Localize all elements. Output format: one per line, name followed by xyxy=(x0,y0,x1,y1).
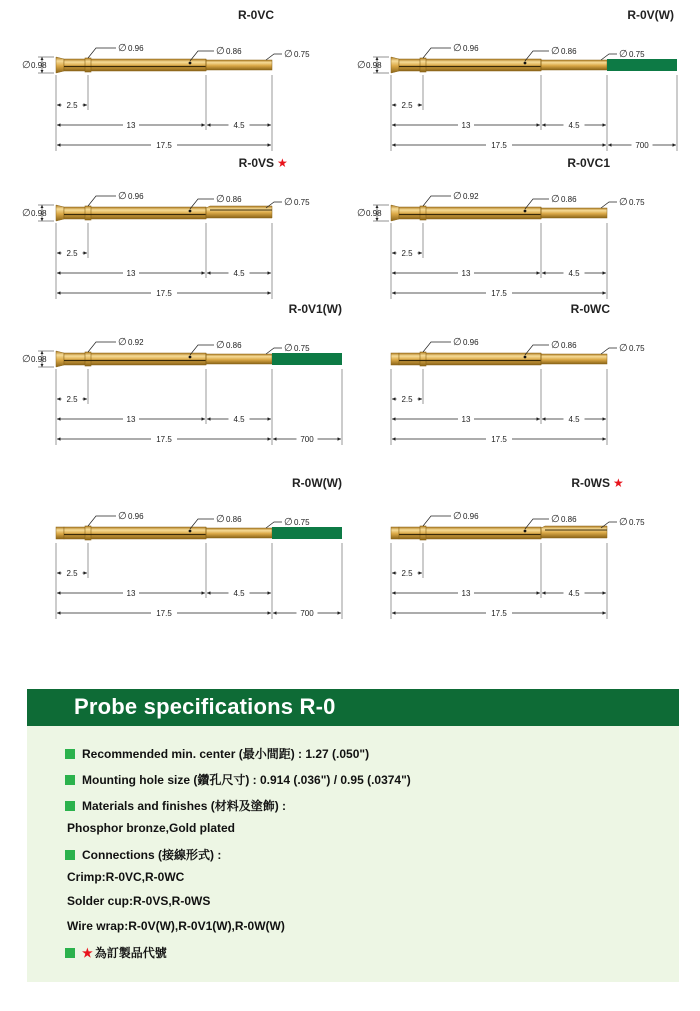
dimension-label: 17.5 xyxy=(156,435,172,444)
probe-flare xyxy=(56,205,64,221)
diameter-callout-tail xyxy=(266,197,310,208)
spec-text: Solder cup:R-0VS,R-0WS xyxy=(67,894,211,908)
dimension-label: 4.5 xyxy=(233,121,245,130)
spec-item-solder-cup xyxy=(65,894,210,908)
diameter-label: 0.75 xyxy=(629,518,645,527)
probe-r-0vc xyxy=(22,8,310,151)
diameter-label: 0.96 xyxy=(463,512,479,521)
leader-line xyxy=(601,348,617,354)
spec-item-custom-note xyxy=(65,944,167,961)
diameter-callout-tail xyxy=(266,517,310,528)
dimension-label: 17.5 xyxy=(491,141,507,150)
diameter-icon: ∅ xyxy=(216,46,225,57)
leader-line xyxy=(88,516,116,526)
diameter-label: 0.75 xyxy=(294,518,310,527)
dimension-a xyxy=(392,394,422,404)
diameter-label: 0.98 xyxy=(366,209,382,218)
diameter-icon: ∅ xyxy=(216,194,225,205)
dimension-label: 700 xyxy=(635,141,649,150)
dimensions xyxy=(56,223,272,299)
diameter-label: 0.75 xyxy=(629,344,645,353)
dimension-wire xyxy=(273,434,341,444)
probe-tail xyxy=(541,354,607,364)
dimension-c xyxy=(207,120,271,130)
spec-header xyxy=(27,689,679,726)
spec-text: Crimp:R-0VC,R-0WC xyxy=(67,870,185,884)
probe-solder-cup xyxy=(541,526,607,538)
dimension-a xyxy=(392,100,422,110)
dimension-label: 17.5 xyxy=(156,289,172,298)
diameter-label: 0.98 xyxy=(366,61,382,70)
diameter-label: 0.98 xyxy=(31,355,47,364)
dimensions xyxy=(56,369,342,445)
spec-item-connections xyxy=(65,846,221,863)
dimension-total xyxy=(392,608,606,618)
probe-title xyxy=(571,476,623,490)
diameter-label: 0.86 xyxy=(226,341,242,350)
diameter-icon: ∅ xyxy=(118,337,127,348)
bullet-square-icon xyxy=(65,801,75,811)
leader-line xyxy=(423,342,451,352)
probe-dimple xyxy=(189,356,192,359)
dimensions xyxy=(56,75,272,151)
diameter-icon: ∅ xyxy=(284,49,293,60)
diameter-label: 0.75 xyxy=(294,50,310,59)
dimension-c xyxy=(542,588,606,598)
probe-flare xyxy=(56,351,64,367)
dimension-b xyxy=(57,414,205,424)
dimension-label: 2.5 xyxy=(401,101,413,110)
diameter-label: 0.98 xyxy=(31,209,47,218)
probe-title xyxy=(571,302,611,316)
dimension-a xyxy=(57,568,87,578)
diameter-icon: ∅ xyxy=(551,340,560,351)
dimension-c xyxy=(207,588,271,598)
diameter-label: 0.75 xyxy=(294,344,310,353)
dimension-label: 4.5 xyxy=(568,589,580,598)
bullet-square-icon xyxy=(65,948,75,958)
probe-flare xyxy=(56,57,64,73)
probe-title-text: R-0WS xyxy=(571,476,610,490)
dimension-b xyxy=(392,414,540,424)
diameter-icon: ∅ xyxy=(284,197,293,208)
diameter-icon: ∅ xyxy=(284,517,293,528)
diameter-icon: ∅ xyxy=(357,208,366,219)
probe-r-0wc xyxy=(391,302,645,445)
probe-title-text: R-0V(W) xyxy=(627,8,674,22)
diameter-callout-left xyxy=(22,205,54,221)
probe-solder-cup xyxy=(206,206,272,218)
leader-line xyxy=(88,342,116,352)
dimension-c xyxy=(207,268,271,278)
diameter-label: 0.96 xyxy=(463,338,479,347)
diameter-label: 0.86 xyxy=(561,195,577,204)
dimension-label: 2.5 xyxy=(401,569,413,578)
diameter-label: 0.98 xyxy=(31,61,47,70)
probe-title-text: R-0WC xyxy=(570,302,610,316)
diameter-label: 0.86 xyxy=(561,515,577,524)
diameter-icon: ∅ xyxy=(216,340,225,351)
probe-tail xyxy=(541,60,607,70)
probe-end xyxy=(56,527,64,539)
dimension-label: 4.5 xyxy=(568,269,580,278)
spec-title: Probe specifications R-0 xyxy=(74,694,336,719)
dimension-label: 13 xyxy=(461,589,471,598)
dimension-label: 4.5 xyxy=(568,415,580,424)
diameter-callout-collar xyxy=(423,511,479,526)
diameter-label: 0.92 xyxy=(463,192,479,201)
dimensions xyxy=(56,543,342,619)
probe-body xyxy=(56,526,342,540)
dimensions xyxy=(391,543,607,619)
dimension-b xyxy=(57,120,205,130)
diameter-icon: ∅ xyxy=(619,49,628,60)
dimension-total xyxy=(392,288,606,298)
diameter-icon: ∅ xyxy=(22,354,31,365)
diameter-callout-collar xyxy=(88,191,144,206)
leader-line xyxy=(423,196,451,206)
spec-text: 為訂製品代號 xyxy=(94,946,167,960)
probe-collar xyxy=(85,352,91,366)
dimension-label: 2.5 xyxy=(66,249,78,258)
dimensions xyxy=(391,75,677,151)
probe-collar xyxy=(85,206,91,220)
probe-wire xyxy=(272,353,342,365)
dimension-label: 13 xyxy=(126,269,136,278)
dimension-wire xyxy=(608,140,676,150)
diameter-icon: ∅ xyxy=(619,517,628,528)
diameter-label: 0.86 xyxy=(226,515,242,524)
spec-item-wire-wrap xyxy=(65,919,285,933)
probe-dimple xyxy=(189,530,192,533)
probe-title-text: R-0W(W) xyxy=(292,476,342,490)
diameter-callout-tail xyxy=(266,49,310,60)
diameter-label: 0.96 xyxy=(463,44,479,53)
spec-body xyxy=(27,726,679,982)
spec-text: Phosphor bronze,Gold plated xyxy=(67,821,235,835)
diameter-icon: ∅ xyxy=(453,43,462,54)
dimension-a xyxy=(57,394,87,404)
diameter-icon: ∅ xyxy=(453,511,462,522)
dimension-b xyxy=(392,268,540,278)
star-icon: ★ xyxy=(82,946,93,960)
diameter-icon: ∅ xyxy=(551,46,560,57)
diameter-label: 0.86 xyxy=(226,195,242,204)
probe-dimple xyxy=(524,530,527,533)
probe-collar xyxy=(420,352,426,366)
diameter-icon: ∅ xyxy=(551,514,560,525)
dimension-label: 13 xyxy=(126,415,136,424)
probe-body xyxy=(391,352,607,366)
probe-body xyxy=(56,205,272,221)
diameter-callout-collar xyxy=(423,43,479,58)
spec-text: Materials and finishes (材料及塗飾) : xyxy=(82,799,287,813)
diameter-callout-tail xyxy=(601,197,645,208)
diameter-label: 0.75 xyxy=(294,198,310,207)
diameter-callout-left xyxy=(357,205,389,221)
diameter-label: 0.86 xyxy=(561,341,577,350)
dimension-label: 17.5 xyxy=(156,141,172,150)
probe-r-0ws xyxy=(391,476,645,619)
bullet-square-icon xyxy=(65,749,75,759)
probe-title xyxy=(292,476,342,490)
dimension-b xyxy=(392,588,540,598)
dimension-label: 13 xyxy=(126,121,136,130)
spec-text: Recommended min. center (最小間距) : 1.27 (.050") xyxy=(82,747,370,761)
probe-r-0v1w xyxy=(22,302,342,445)
diameter-callout-collar xyxy=(88,511,144,526)
probe-tail xyxy=(206,528,272,538)
leader-line xyxy=(423,48,451,58)
star-icon: ★ xyxy=(613,476,624,490)
dimension-label: 2.5 xyxy=(401,249,413,258)
probe-body xyxy=(391,57,677,73)
probe-tail xyxy=(541,208,607,218)
dimension-label: 17.5 xyxy=(156,609,172,618)
dimension-a xyxy=(392,248,422,258)
probe-body xyxy=(56,57,272,73)
dimension-c xyxy=(542,120,606,130)
diameter-label: 0.86 xyxy=(226,47,242,56)
dimension-c xyxy=(207,414,271,424)
diameter-label: 0.96 xyxy=(128,192,144,201)
dimensions xyxy=(391,369,607,445)
dimension-label: 13 xyxy=(461,415,471,424)
probe-dimple xyxy=(524,356,527,359)
diameter-callout-left xyxy=(357,57,389,73)
dimension-wire xyxy=(273,608,341,618)
dimension-label: 13 xyxy=(461,269,471,278)
dimension-label: 2.5 xyxy=(66,395,78,404)
probe-dimple xyxy=(524,210,527,213)
diameter-icon: ∅ xyxy=(453,337,462,348)
probe-title xyxy=(567,156,610,170)
probe-collar xyxy=(85,58,91,72)
spec-item-min-center xyxy=(65,745,369,762)
dimension-label: 17.5 xyxy=(491,435,507,444)
leader-line xyxy=(266,54,282,60)
leader-line xyxy=(88,196,116,206)
diameter-icon: ∅ xyxy=(284,343,293,354)
dimension-a xyxy=(57,248,87,258)
diameter-icon: ∅ xyxy=(619,197,628,208)
probe-flare xyxy=(391,57,399,73)
spec-text: Connections (接線形式) : xyxy=(82,848,222,862)
dimension-label: 4.5 xyxy=(233,415,245,424)
probe-collar xyxy=(420,526,426,540)
spec-text: Mounting hole size (鑽孔尺寸) : 0.914 (.036") / 0.95 (.0374") xyxy=(82,773,411,787)
probe-r-0vc1 xyxy=(357,156,645,299)
probe-title xyxy=(289,302,342,316)
dimension-total xyxy=(392,140,606,150)
diameter-icon: ∅ xyxy=(22,208,31,219)
bullet-square-icon xyxy=(65,850,75,860)
probe-r-0vw xyxy=(357,8,677,151)
dimension-a xyxy=(57,100,87,110)
spec-text: Wire wrap:R-0V(W),R-0V1(W),R-0W(W) xyxy=(67,919,285,933)
leader-line xyxy=(601,202,617,208)
diameter-label: 0.96 xyxy=(128,44,144,53)
probe-end xyxy=(391,527,399,539)
diameter-callout-left xyxy=(22,57,54,73)
diameter-icon: ∅ xyxy=(357,60,366,71)
dimension-a xyxy=(392,568,422,578)
probe-collar xyxy=(420,58,426,72)
diameter-icon: ∅ xyxy=(118,191,127,202)
leader-line xyxy=(423,516,451,526)
probe-title xyxy=(627,8,674,22)
dimension-total xyxy=(57,140,271,150)
diameter-icon: ∅ xyxy=(118,511,127,522)
dimension-label: 4.5 xyxy=(233,269,245,278)
spec-item-materials xyxy=(65,797,286,814)
diameter-label: 0.96 xyxy=(128,512,144,521)
star-icon: ★ xyxy=(277,156,288,170)
diameter-callout-collar xyxy=(423,337,479,352)
diameter-callout-tail xyxy=(601,343,645,354)
probe-title-text: R-0VC1 xyxy=(567,156,610,170)
dimension-label: 2.5 xyxy=(66,569,78,578)
dimension-total xyxy=(57,288,271,298)
diameter-icon: ∅ xyxy=(22,60,31,71)
dimension-b xyxy=(392,120,540,130)
dimensions xyxy=(391,223,607,299)
diameter-icon: ∅ xyxy=(216,514,225,525)
probe-end xyxy=(391,353,399,365)
probe-body xyxy=(56,351,342,367)
probe-dimple xyxy=(524,62,527,65)
dimension-b xyxy=(57,268,205,278)
spec-item-crimp xyxy=(65,870,184,884)
dimension-label: 700 xyxy=(300,609,314,618)
probe-collar xyxy=(85,526,91,540)
probe-body xyxy=(391,205,607,221)
dimension-b xyxy=(57,588,205,598)
probe-flare xyxy=(391,205,399,221)
probe-body xyxy=(391,526,607,540)
diameter-icon: ∅ xyxy=(453,191,462,202)
dimension-label: 2.5 xyxy=(401,395,413,404)
spec-item-hole-size xyxy=(65,771,411,788)
probe-title-text: R-0V1(W) xyxy=(288,302,342,316)
probe-wire xyxy=(607,59,677,71)
diameter-callout-left xyxy=(22,351,54,367)
diameter-label: 0.86 xyxy=(561,47,577,56)
diameter-icon: ∅ xyxy=(551,194,560,205)
probe-title-text: R-0VC xyxy=(237,8,274,22)
probe-r-0ww xyxy=(56,476,342,619)
diameter-icon: ∅ xyxy=(118,43,127,54)
dimension-label: 13 xyxy=(126,589,136,598)
diameter-label: 0.92 xyxy=(128,338,144,347)
probe-wire xyxy=(272,527,342,539)
probe-tail xyxy=(206,60,272,70)
dimension-c xyxy=(542,414,606,424)
diameter-callout-tail xyxy=(601,49,645,60)
diameter-callout-tail xyxy=(266,343,310,354)
probe-dimple xyxy=(189,210,192,213)
dimension-label: 13 xyxy=(461,121,471,130)
diameter-callout-collar xyxy=(88,43,144,58)
diameter-label: 0.75 xyxy=(629,50,645,59)
dimension-total xyxy=(57,608,271,618)
diameter-callout-tail xyxy=(601,517,645,528)
probe-title xyxy=(239,156,288,170)
dimension-label: 2.5 xyxy=(66,101,78,110)
probe-dimple xyxy=(189,62,192,65)
dimension-label: 4.5 xyxy=(568,121,580,130)
diameter-callout-collar xyxy=(88,337,144,352)
bullet-square-icon xyxy=(65,775,75,785)
dimension-label: 4.5 xyxy=(233,589,245,598)
diameter-icon: ∅ xyxy=(619,343,628,354)
probe-r-0vs xyxy=(22,156,310,299)
probe-collar xyxy=(420,206,426,220)
probe-title xyxy=(238,8,274,22)
dimension-label: 17.5 xyxy=(491,289,507,298)
dimension-total xyxy=(392,434,606,444)
spec-item-materials-value xyxy=(65,821,235,835)
probe-title-text: R-0VS xyxy=(238,156,274,170)
dimension-total xyxy=(57,434,271,444)
dimension-label: 17.5 xyxy=(491,609,507,618)
diameter-label: 0.75 xyxy=(629,198,645,207)
leader-line xyxy=(88,48,116,58)
dimension-c xyxy=(542,268,606,278)
probe-tail xyxy=(206,354,272,364)
diameter-callout-collar xyxy=(423,191,479,206)
dimension-label: 700 xyxy=(300,435,314,444)
